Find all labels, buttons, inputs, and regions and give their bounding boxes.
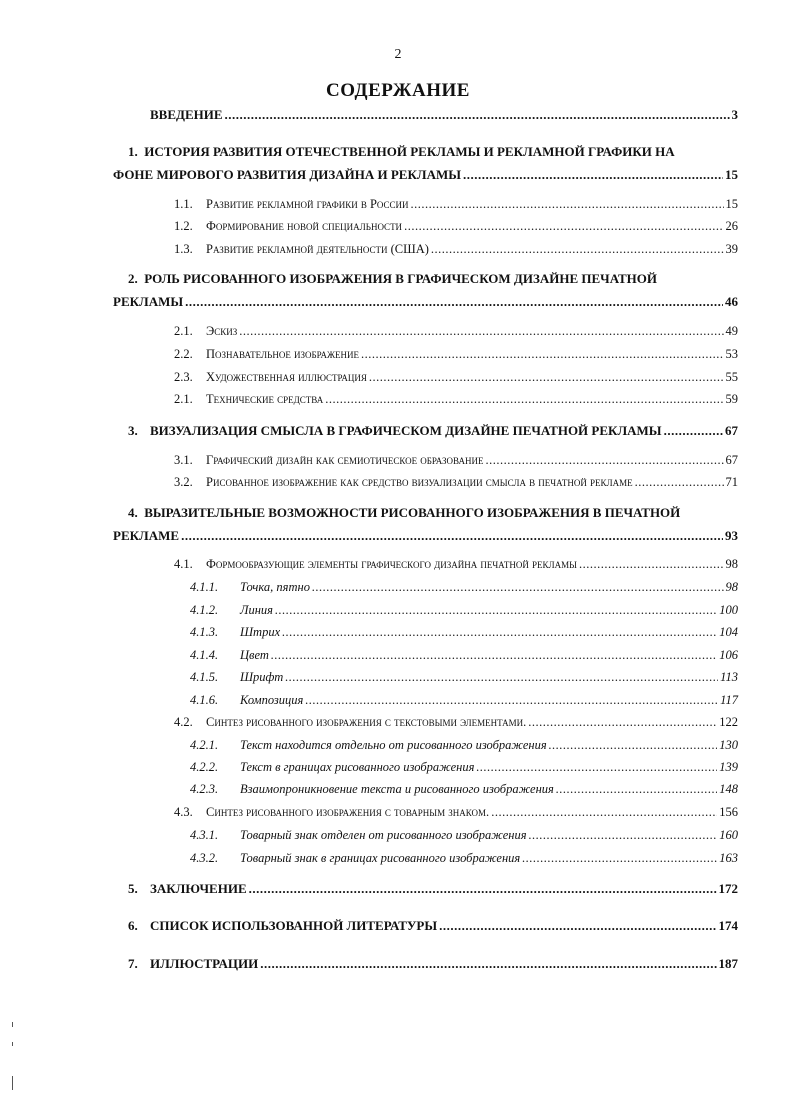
toc-page-number: 106 (719, 648, 738, 662)
toc-entry-label: Текст находится отдельно от рисованного изображения (240, 738, 547, 752)
toc-entry-label: Формообразующие элементы графического дизайна печатной рекламы (206, 557, 577, 571)
toc-chapter-number: 6. (128, 918, 138, 933)
toc-entry-label: ВИЗУАЛИЗАЦИЯ СМЫСЛА В ГРАФИЧЕСКОМ ДИЗАЙНЕ ПЕЧАТНОЙ РЕКЛАМЫ (150, 423, 662, 438)
toc-section-4-1[interactable] (174, 557, 738, 573)
toc-page-number: 49 (725, 324, 738, 338)
leader-dots (185, 294, 723, 310)
leader-dots (325, 392, 723, 407)
toc-chapter-number: 7. (128, 956, 138, 971)
toc-subsection-4-1-6[interactable] (190, 693, 738, 709)
toc-section-2-2[interactable] (174, 347, 738, 363)
toc-section-2-3[interactable] (174, 370, 738, 386)
toc-subsection-4-1-1[interactable] (190, 580, 738, 596)
toc-section-1-3[interactable] (174, 242, 738, 258)
leader-dots (260, 956, 716, 972)
toc-subsection-4-2-3[interactable] (190, 782, 738, 798)
toc-section-number: 2.3. (174, 370, 193, 384)
toc-section-number: 4.1.3. (190, 625, 219, 639)
toc-section-2-1[interactable] (174, 324, 738, 340)
toc-entry-label: Развитие рекламной деятельности (США) (206, 242, 429, 256)
toc-entry-label: Формирование новой специальности (206, 219, 403, 233)
leader-dots (431, 242, 724, 257)
toc-entry-label: ИСТОРИЯ РАЗВИТИЯ ОТЕЧЕСТВЕННОЙ РЕКЛАМЫ И РЕКЛАМНОЙ ГРАФИКИ НА (144, 144, 675, 159)
toc-chapter-1-line1[interactable] (128, 144, 675, 160)
leader-dots (282, 625, 717, 640)
leader-dots (528, 715, 717, 730)
toc-page-number: 46 (725, 294, 738, 309)
toc-subsection-4-1-5[interactable] (190, 670, 738, 686)
toc-page-number: 59 (725, 392, 738, 406)
leader-dots (239, 324, 723, 339)
toc-entry-label: Цвет (240, 648, 269, 662)
toc-subsection-4-3-2[interactable] (190, 851, 738, 867)
toc-section-1-1[interactable] (174, 197, 738, 213)
toc-page-number: 113 (720, 670, 738, 684)
leader-dots (181, 528, 723, 544)
toc-section-number: 4.1.6. (190, 693, 219, 707)
toc-chapter-6[interactable] (128, 918, 738, 934)
toc-page-number: 130 (719, 738, 738, 752)
toc-entry-label: Точка, пятно (240, 580, 310, 594)
toc-section-number: 1.1. (174, 197, 193, 211)
toc-page-number: 93 (725, 528, 738, 543)
toc-section-number: 1.2. (174, 219, 193, 233)
toc-section-number: 4.1.1. (190, 580, 219, 594)
toc-page-number: 67 (725, 453, 738, 467)
toc-section-number: 1.3. (174, 242, 193, 256)
toc-section-1-2[interactable] (174, 219, 738, 235)
toc-section-number: 4.3. (174, 805, 193, 819)
leader-dots (486, 453, 724, 468)
toc-page-number: 26 (725, 219, 738, 233)
toc-chapter-3[interactable] (128, 423, 738, 439)
toc-chapter-number: 3. (128, 423, 138, 438)
toc-page-number: 67 (725, 423, 738, 438)
toc-section-number: 4.2. (174, 715, 193, 729)
toc-subsection-4-2-1[interactable] (190, 738, 738, 754)
toc-entry-label: ВЫРАЗИТЕЛЬНЫЕ ВОЗМОЖНОСТИ РИСОВАННОГО ИЗОБРАЖЕНИЯ В ПЕЧАТНОЙ (144, 505, 681, 520)
toc-subsection-4-1-3[interactable] (190, 625, 738, 641)
leader-dots (361, 347, 723, 362)
leader-dots (411, 197, 724, 212)
toc-section-2-4[interactable] (174, 392, 738, 408)
toc-entry-label: Линия (240, 603, 273, 617)
leader-dots (529, 828, 718, 843)
toc-page-number: 53 (725, 347, 738, 361)
toc-section-number: 4.2.3. (190, 782, 219, 796)
toc-section-number: 4.2.2. (190, 760, 219, 774)
toc-section-number: 4.1.5. (190, 670, 219, 684)
toc-page-number: 98 (725, 580, 738, 594)
toc-page-number: 160 (719, 828, 738, 842)
leader-dots (225, 107, 730, 123)
toc-section-number: 4.3.1. (190, 828, 219, 842)
toc-page-number: 100 (719, 603, 738, 617)
toc-section-number: 2.1. (174, 324, 193, 338)
leader-dots (249, 881, 717, 897)
toc-chapter-4-line1[interactable] (128, 505, 680, 521)
toc-page-number: 139 (719, 760, 738, 774)
toc-chapter-7[interactable] (128, 956, 738, 972)
leader-dots (664, 423, 723, 439)
toc-entry-intro[interactable] (150, 107, 738, 123)
toc-section-number: 3.2. (174, 475, 193, 489)
toc-entry-label: Шрифт (240, 670, 284, 684)
toc-section-4-2[interactable] (174, 715, 738, 731)
toc-section-number: 4.1.2. (190, 603, 219, 617)
toc-page-number: 71 (725, 475, 738, 489)
toc-chapter-number: 5. (128, 881, 138, 896)
toc-subsection-4-3-1[interactable] (190, 828, 738, 844)
toc-entry-label: Композиция (240, 693, 304, 707)
toc-section-number: 3.1. (174, 453, 193, 467)
toc-entry-label: Синтез рисованного изображения с товарным знаком. (206, 805, 490, 819)
toc-section-number: 4.1. (174, 557, 193, 571)
toc-page-number: 172 (718, 881, 738, 896)
toc-page-number: 39 (725, 242, 738, 256)
page-number: 2 (394, 47, 402, 62)
toc-page-number: 55 (725, 370, 738, 384)
page-title: СОДЕРЖАНИЕ (326, 80, 470, 101)
toc-chapter-number: 1. (128, 144, 138, 159)
toc-subsection-4-1-2[interactable] (190, 603, 738, 619)
toc-entry-label: Взаимопроникновение текста и рисованного изображения (240, 782, 554, 796)
toc-section-number: 4.1.4. (190, 648, 219, 662)
toc-section-number: 4.2.1. (190, 738, 219, 752)
leader-dots (439, 918, 716, 934)
toc-section-number: 4.3.2. (190, 851, 219, 865)
toc-entry-label: Художественная иллюстрация (206, 370, 367, 384)
toc-page-number: 122 (719, 715, 738, 729)
toc-entry-label: Рисованное изображение как средство визуализации смысла в печатной рекламе (206, 475, 633, 489)
toc-section-3-1[interactable] (174, 453, 738, 469)
toc-section-4-3[interactable] (174, 805, 738, 821)
toc-entry-label: ЗАКЛЮЧЕНИЕ (150, 881, 247, 896)
toc-entry-label: РЕКЛАМЕ (113, 528, 180, 543)
toc-chapter-5[interactable] (128, 881, 738, 897)
scan-artifact (12, 1022, 13, 1027)
scan-artifact (12, 1042, 13, 1046)
leader-dots (556, 782, 717, 797)
toc-page-number: 98 (725, 557, 738, 571)
leader-dots (312, 580, 724, 595)
toc-page-number: 3 (731, 107, 738, 122)
toc-chapter-number: 4. (128, 505, 138, 520)
toc-entry-label: РЕКЛАМЫ (113, 294, 184, 309)
toc-entry-label: ФОНЕ МИРОВОГО РАЗВИТИЯ ДИЗАЙНА И РЕКЛАМЫ (113, 167, 462, 182)
toc-entry-label: Товарный знак в границах рисованного изображения (240, 851, 521, 865)
toc-chapter-4-line2[interactable] (113, 528, 738, 544)
toc-subsection-4-2-2[interactable] (190, 760, 738, 776)
toc-page-number: 117 (720, 693, 738, 707)
leader-dots (491, 805, 717, 820)
toc-entry-label: ИЛЛЮСТРАЦИИ (150, 956, 259, 971)
toc-subsection-4-1-4[interactable] (190, 648, 738, 664)
leader-dots (305, 693, 718, 708)
leader-dots (549, 738, 718, 753)
toc-section-number: 2.1. (174, 392, 193, 406)
toc-section-3-2[interactable] (174, 475, 738, 491)
toc-entry-label: РОЛЬ РИСОВАННОГО ИЗОБРАЖЕНИЯ В ГРАФИЧЕСКОМ ДИЗАЙНЕ ПЕЧАТНОЙ (144, 271, 657, 286)
toc-entry-label: Графический дизайн как семиотическое образование (206, 453, 484, 467)
toc-entry-label: СПИСОК ИСПОЛЬЗОВАННОЙ ЛИТЕРАТУРЫ (150, 918, 438, 933)
leader-dots (404, 219, 723, 234)
leader-dots (476, 760, 717, 775)
toc-entry-label: Товарный знак отделен от рисованного изображения (240, 828, 527, 842)
leader-dots (285, 670, 718, 685)
toc-entry-label: ВВЕДЕНИЕ (150, 107, 223, 122)
toc-page-number: 163 (719, 851, 738, 865)
toc-page-number: 15 (725, 197, 738, 211)
toc-chapter-2-line1[interactable] (128, 271, 657, 287)
leader-dots (635, 475, 724, 490)
toc-page-number: 156 (719, 805, 738, 819)
toc-entry-label: Текст в границах рисованного изображения (240, 760, 475, 774)
scan-artifact (12, 1076, 13, 1090)
toc-chapter-1-line2[interactable] (113, 167, 738, 183)
toc-page-number: 174 (718, 918, 738, 933)
toc-entry-label: Эскиз (206, 324, 238, 338)
toc-page-number: 15 (725, 167, 738, 182)
toc-chapter-2-line2[interactable] (113, 294, 738, 310)
toc-entry-label: Развитие рекламной графики в России (206, 197, 409, 211)
toc-entry-label: Познавательное изображение (206, 347, 360, 361)
toc-page-number: 148 (719, 782, 738, 796)
toc-page-number: 104 (719, 625, 738, 639)
leader-dots (522, 851, 717, 866)
toc-entry-label: Технические средства (206, 392, 324, 406)
toc-entry-label: Штрих (240, 625, 281, 639)
leader-dots (579, 557, 724, 572)
leader-dots (275, 603, 717, 618)
leader-dots (463, 167, 723, 183)
leader-dots (369, 370, 724, 385)
toc-section-number: 2.2. (174, 347, 193, 361)
toc-page-number: 187 (718, 956, 738, 971)
toc-chapter-number: 2. (128, 271, 138, 286)
leader-dots (271, 648, 717, 663)
toc-entry-label: Синтез рисованного изображения с текстовыми элементами. (206, 715, 527, 729)
